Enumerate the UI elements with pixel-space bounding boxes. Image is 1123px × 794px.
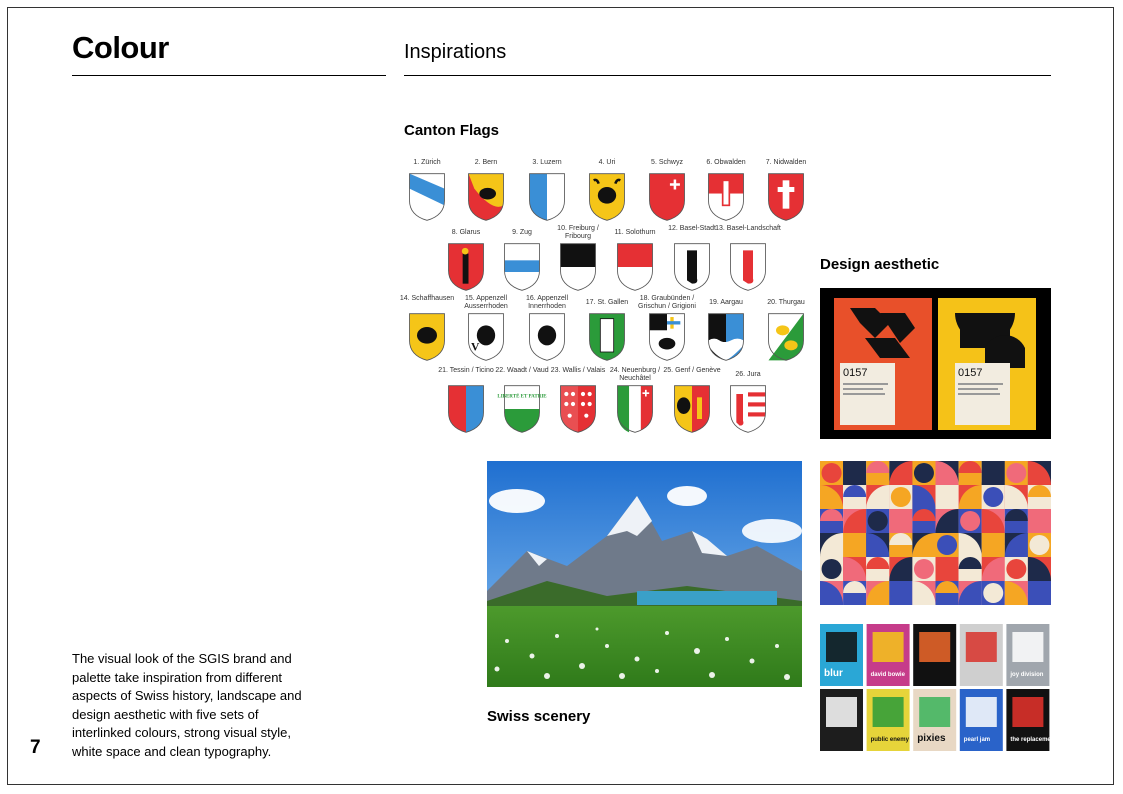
canton-shield-icon [556,384,600,434]
canton-label: 4. Uri [598,159,616,166]
canton-shield-icon [645,172,689,222]
canton-flag [525,156,569,222]
canton-flag [670,226,714,292]
vaud-motto: LIBERTÉ ET PATRIE [497,394,547,400]
canton-shield-icon [726,384,770,434]
canton-label: 18. Graubünden / Grischun / Grigioni [638,295,696,310]
canton-label: 21. Tessin / Ticino [438,367,494,374]
music-poster-title: joy division [1010,672,1044,678]
canton-shield-icon [704,172,748,222]
canton-shield-icon [585,172,629,222]
canton-flag [609,367,661,434]
canton-flag [464,156,508,222]
music-poster-title: the replacements [1010,737,1060,743]
canton-label: 2. Bern [474,159,498,166]
canton-flag [704,296,748,362]
canton-label: 13. Basel-Landschaft [715,225,781,232]
canton-shield-icon [645,312,689,362]
poster-right-number: 0157 [958,367,983,379]
svg-text:V: V [471,340,480,354]
canton-label: 24. Neuenburg / Neuchâtel [609,367,661,382]
canton-label: 17. St. Gallen [585,299,629,306]
canton-shield-icon [444,242,488,292]
canton-flag [726,368,770,434]
canton-label: 9. Zug [512,229,532,236]
canton-label: 5. Schwyz [651,159,683,166]
canton-flag [556,226,600,292]
canton-label: 26. Jura [735,371,761,378]
canton-label: 10. Freiburg / Fribourg [557,225,599,240]
poster-left-number: 0157 [843,367,868,379]
description-text: The visual look of the SGIS brand and palette take inspiration from different aspects of Swiss history, landscape and design aesthetic with five sets of interlinked colours, strong visual style, white space and clean typography. [72,651,302,759]
section-title: Inspirations [404,41,507,63]
canton-shield-icon [704,312,748,362]
canton-shield-icon [556,242,600,292]
canton-shield-icon [585,312,629,362]
canton-label: 16. Appenzell Innerrhoden [525,295,569,310]
canton-flag [715,225,781,292]
canton-flag [500,226,544,292]
canton-shield-icon [670,384,714,434]
canton-label: 7. Nidwalden [765,159,807,166]
canton-label: 3. Luzern [532,159,562,166]
canton-shield-icon [613,242,657,292]
canton-shield-icon [764,312,808,362]
canton-shield-icon [500,242,544,292]
canton-label: 12. Basel-Stadt [668,225,716,232]
music-poster-title: david bowie [870,672,905,678]
canton-shield-icon [405,312,449,362]
canton-label: 14. Schaffhausen [399,295,455,302]
canton-flag [638,295,696,362]
canton-flag [585,296,629,362]
canton-flag [525,296,569,362]
canton-flag [704,156,748,222]
canton-flags-heading: Canton Flags [404,122,500,139]
canton-label: 22. Waadt / Vaud [495,367,549,374]
design-aesthetic-posters [820,288,1051,439]
geometric-pattern-image [820,461,1051,605]
canton-label: 8. Glarus [451,229,481,236]
section-rule [404,75,1051,76]
canton-flag [438,367,494,434]
canton-flag [645,156,689,222]
design-aesthetic-heading: Design aesthetic [820,256,940,273]
swiss-scenery-heading: Swiss scenery [487,708,591,725]
canton-flags-figure [399,156,807,442]
canton-shield-icon [525,172,569,222]
canton-flag [444,226,488,292]
canton-label: 20. Thurgau [767,299,805,306]
canton-shield-icon [764,172,808,222]
canton-flag [405,156,449,222]
canton-shield-icon [670,242,714,292]
music-poster-title: public enemy [870,737,909,743]
canton-shield-icon [444,384,488,434]
canton-label: 6. Obwalden [706,159,746,166]
swiss-scenery-image [487,461,802,687]
music-poster-title: pearl jam [963,737,991,743]
canton-shield-icon [726,242,770,292]
page-number: 7 [30,737,41,758]
canton-shield-icon [464,312,508,362]
canton-shield-icon [405,172,449,222]
canton-flag [613,226,657,292]
canton-flag [764,296,808,362]
title-rule [72,75,386,76]
music-poster-title: pixies [917,733,946,744]
canton-label: 15. Appenzell Ausserrhoden [464,295,508,310]
canton-flag [585,156,629,222]
canton-label: 19. Aargau [709,299,743,306]
canton-label: 25. Genf / Genève [663,367,721,374]
page-title: Colour [72,30,169,65]
canton-flag [663,367,721,434]
canton-flag [399,295,455,362]
canton-shield-icon [613,384,657,434]
canton-shield-icon [525,312,569,362]
canton-label: 23. Wallis / Valais [550,367,606,374]
canton-shield-icon [497,384,547,434]
music-poster-title: blur [824,668,843,679]
canton-shield-icon [464,172,508,222]
canton-flag [764,156,808,222]
canton-label: 1. Zürich [413,159,441,166]
canton-label: 11. Solothurn [614,229,656,236]
canton-flag [464,296,508,362]
canton-flag [550,367,606,434]
music-posters-grid [820,624,1060,752]
canton-flag [495,367,549,434]
